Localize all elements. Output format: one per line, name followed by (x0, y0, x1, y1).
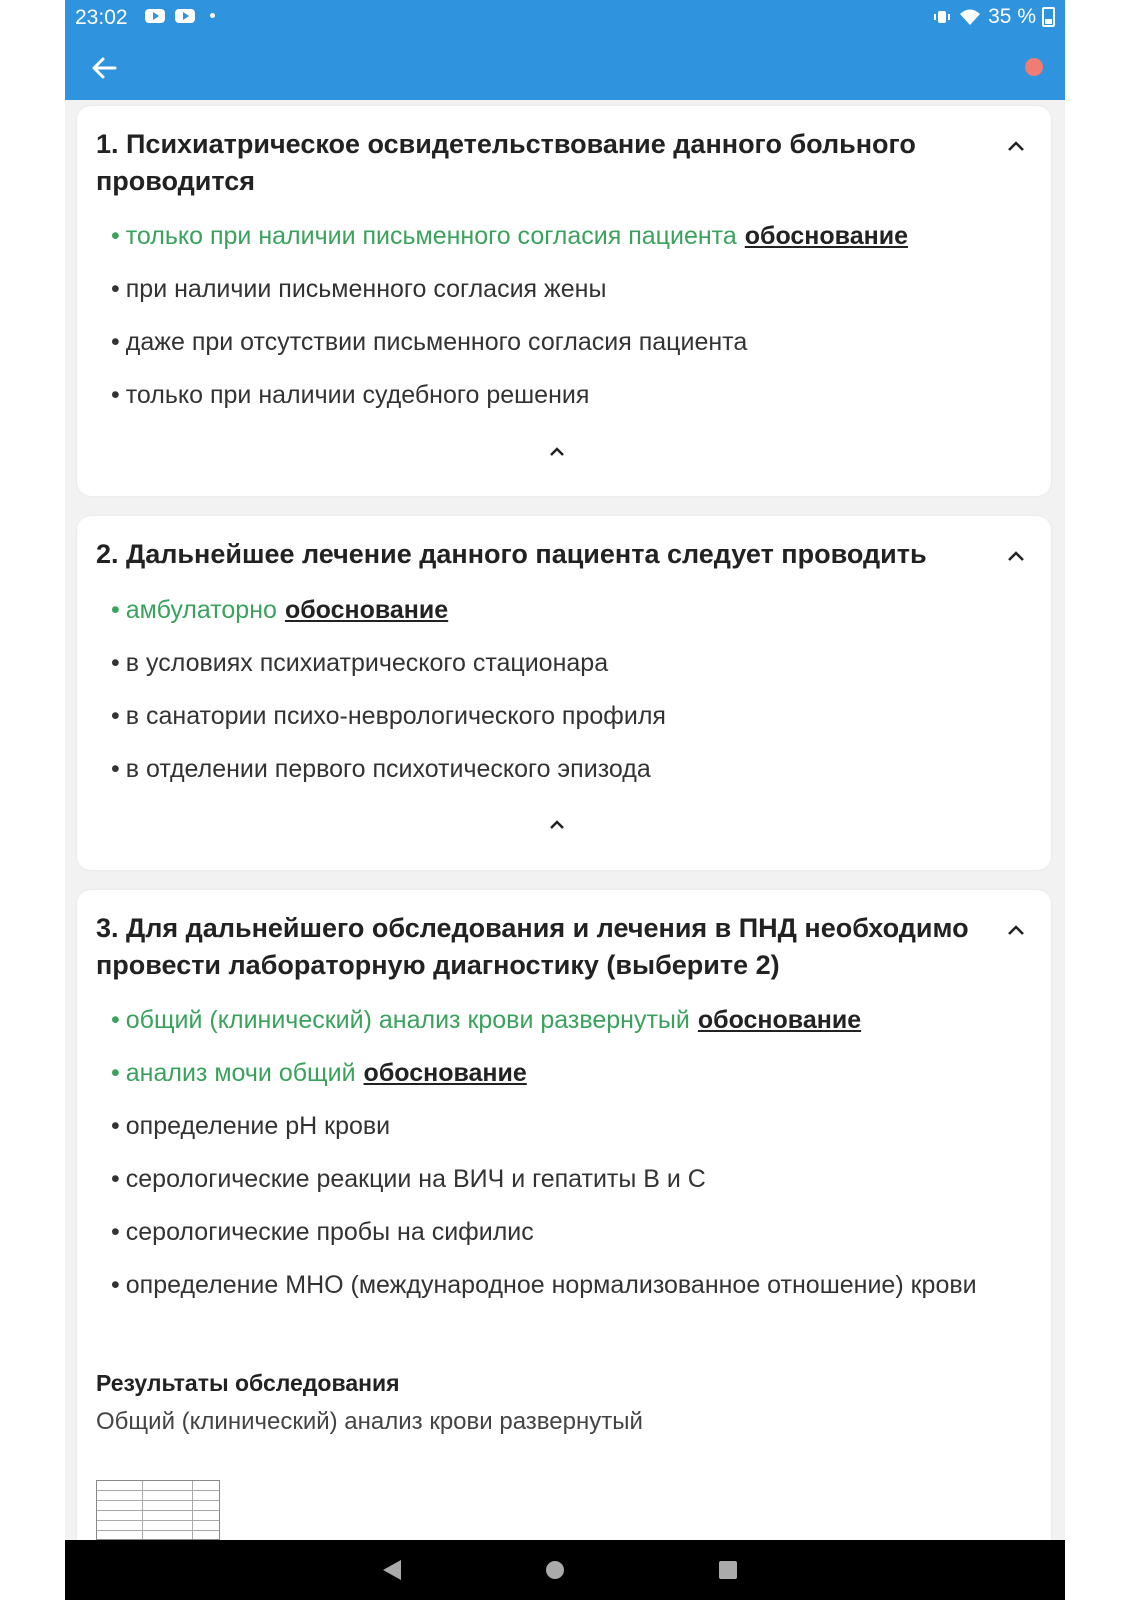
vibrate-icon (932, 9, 952, 25)
question-title: 1. Психиатрическое освидетельствование данного больного проводится (96, 129, 916, 196)
chevron-up-icon[interactable] (1003, 542, 1029, 568)
device-screen (65, 0, 1065, 1600)
answer-option[interactable]: • серологические пробы на сифилис (111, 1218, 534, 1246)
answer-option[interactable]: • серологические реакции на ВИЧ и гепатиты B и C (111, 1165, 706, 1193)
chevron-up-icon[interactable] (544, 814, 570, 834)
question-card-1 (77, 106, 1051, 496)
justification-link[interactable]: обоснование (697, 1006, 862, 1034)
question-title: 3. Для дальнейшего обследования и лечения в ПНД необходимо провести лабораторную диагностику (выберите 2) (96, 913, 969, 980)
answer-option[interactable]: • только при наличии судебного решения (111, 381, 590, 409)
answer-option-correct[interactable]: • анализ мочи общий обоснование (111, 1059, 527, 1087)
answer-option-correct[interactable]: • амбулаторно обоснование (111, 596, 449, 624)
chevron-up-icon[interactable] (1003, 132, 1029, 158)
answer-option[interactable]: • в санатории психо-неврологического профиля (111, 702, 666, 730)
answer-option[interactable]: • в отделении первого психотического эпизода (111, 755, 651, 783)
youtube-icon (145, 9, 165, 23)
justification-link[interactable]: обоснование (744, 222, 908, 250)
answer-option[interactable]: • в условиях психиатрического стационара (111, 649, 609, 677)
battery-percent: 35 % (988, 5, 1036, 28)
answer-option[interactable]: • определение pH крови (111, 1112, 391, 1140)
answer-option[interactable]: • определение МНО (международное нормализованное отношение) крови (111, 1271, 977, 1299)
question-title: 2. Дальнейшее лечение данного пациента следует проводить (96, 539, 927, 569)
justification-link[interactable]: обоснование (284, 596, 449, 624)
wifi-icon (958, 8, 982, 26)
lab-results-table-thumbnail[interactable] (96, 1480, 220, 1540)
nav-recents-icon[interactable] (719, 1561, 737, 1579)
status-bar (65, 0, 1065, 36)
nav-back-icon[interactable] (383, 1560, 401, 1580)
answer-option-correct[interactable]: • только при наличии письменного согласия пациента обоснование (111, 222, 908, 250)
youtube-icon (175, 9, 195, 23)
justification-link[interactable]: обоснование (363, 1059, 527, 1087)
record-indicator (1025, 58, 1043, 76)
status-time: 23:02 (75, 6, 128, 29)
system-nav-bar (65, 1540, 1065, 1600)
question-card-2 (77, 516, 1051, 870)
battery-icon (1042, 7, 1055, 27)
answer-option[interactable]: • при наличии письменного согласия жены (111, 275, 607, 303)
chevron-up-icon[interactable] (1003, 916, 1029, 942)
results-subheading: Общий (клинический) анализ крови развернутый (96, 1408, 643, 1435)
questions-list (65, 100, 1065, 1540)
back-arrow-icon[interactable] (87, 50, 123, 86)
answer-option[interactable]: • даже при отсутствии письменного согласия пациента (111, 328, 748, 356)
answer-option-correct[interactable]: • общий (клинический) анализ крови развернутый обоснование (111, 1006, 862, 1034)
question-card-3 (77, 890, 1051, 1540)
notification-dot-icon (210, 13, 215, 18)
app-bar (65, 36, 1065, 100)
nav-home-icon[interactable] (546, 1561, 564, 1579)
results-heading: Результаты обследования (96, 1370, 400, 1396)
chevron-up-icon[interactable] (544, 441, 570, 461)
